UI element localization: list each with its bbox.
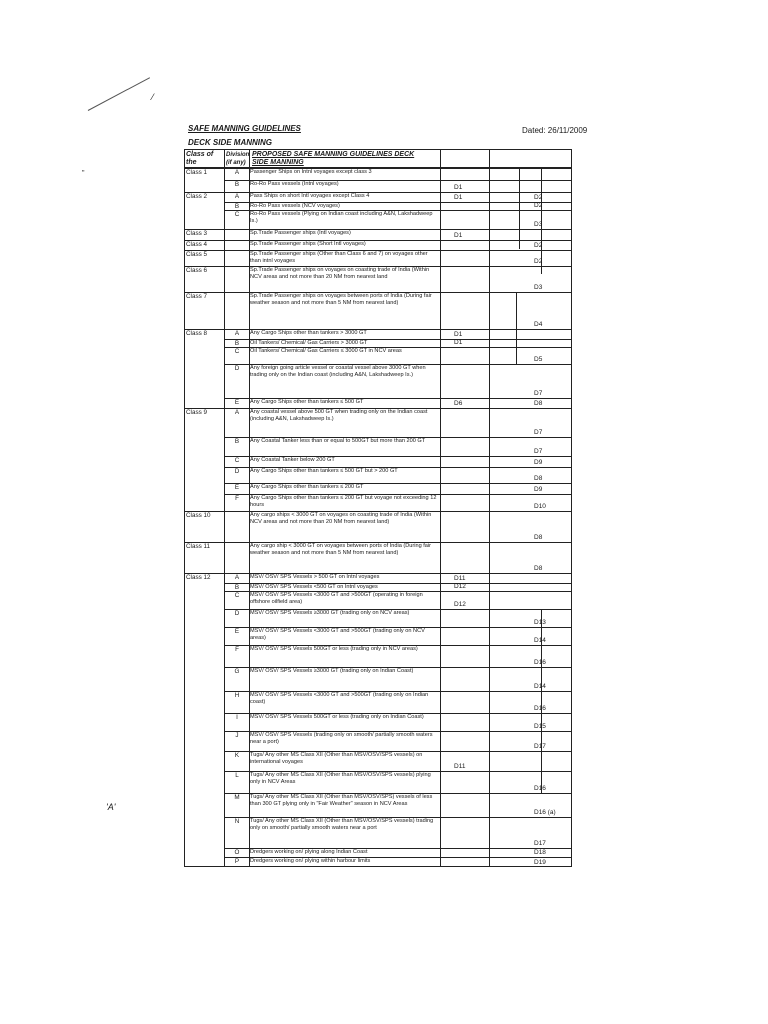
manning-code: D16 (a): [534, 809, 556, 816]
division-cell: D: [234, 365, 240, 372]
description-cell: Tugs/ Any other MS Class XII (Other than MSV/OSV/SPS vessels) on international voyages: [250, 752, 423, 766]
description-cell: MSV/ OSV/ SPS Vessels <3000 GT and >500GT (trading only on NCV areas): [250, 628, 425, 642]
description-cell: MSV/ OSV/ SPS Vessels <3000 GT and >500GT (trading only on Indian coast): [250, 692, 429, 706]
description-cell: Tugs/ Any other MS Class XII (Other than MSV/OSV/SPS vessels) plying only in NCV Areas: [250, 772, 431, 786]
class-cell: Class 1: [186, 169, 207, 176]
manning-code: D4: [534, 321, 543, 328]
description-cell: MSV/ OSV/ SPS Vessels ≥3000 GT (trading only on NCV areas): [250, 610, 410, 616]
description-cell: Any foreign going article vessel or coastal vessel above 3000 GT when trading only on the Indian coast (including A&N, Lakshadweep Is.): [250, 365, 426, 379]
description-cell: Any Cargo Ships other than tankers ≤ 500 GT but > 200 GT: [250, 468, 398, 474]
manning-code: D11: [454, 763, 466, 770]
manning-code: D1: [454, 331, 463, 338]
description-cell: Any Coastal Tanker below 200 GT: [250, 457, 335, 463]
pen-stroke: [88, 77, 150, 111]
class-cell: Class 10: [186, 512, 211, 519]
manning-code: D1: [454, 339, 463, 346]
division-cell: B: [234, 340, 240, 347]
description-cell: Tugs/ Any other MS Class XII (Other than MSV/OSV/SPS) vessels of less than 300 GT plying only in "Fair Weather" season in NCV Areas: [250, 794, 433, 808]
description-cell: Any cargo ship < 3000 GT on voyages between ports of India (During fair weather season and not more than 5 NM from nearest land): [250, 543, 432, 557]
margin-mark-bottom: 'A': [106, 802, 116, 812]
description-cell: Dredgers working on/ plying within harbour limits: [250, 858, 371, 864]
class-cell: Class 2: [186, 193, 207, 200]
division-cell: G: [234, 668, 240, 675]
division-cell: F: [235, 646, 239, 653]
manning-code: D7: [534, 448, 543, 455]
division-cell: H: [234, 692, 240, 699]
description-cell: Passenger Ships on Intnl voyages except class 3: [250, 169, 372, 175]
division-cell: M: [234, 794, 240, 801]
description-cell: Tugs/ Any other MS Class XII (Other than MSV/OSV/SPS vessels) trading only on smooth/ partially smooth waters near a port: [250, 818, 434, 832]
manning-code: D1: [454, 232, 463, 239]
division-cell: A: [234, 574, 240, 581]
division-cell: I: [236, 714, 238, 721]
division-cell: C: [234, 592, 240, 599]
manning-code: D14: [534, 637, 546, 644]
header-division: Division (if any): [226, 152, 250, 166]
division-cell: A: [234, 169, 240, 176]
division-cell: P: [234, 858, 240, 865]
division-cell: F: [235, 495, 239, 502]
description-cell: MSV/ OSV/ SPS Vessels > 500 GT on Intnl voyages: [250, 574, 380, 580]
manning-code: D8: [534, 400, 543, 407]
manning-code: D14: [534, 683, 546, 690]
manning-code: D7: [534, 429, 543, 436]
manning-code: D12: [454, 583, 466, 590]
manning-code: D8: [534, 534, 543, 541]
manning-code: D9: [534, 486, 543, 493]
class-cell: Class 9: [186, 409, 207, 416]
manning-code: D8: [534, 565, 543, 572]
class-cell: Class 12: [186, 574, 211, 581]
description-cell: MSV/ OSV/ SPS Vessels ≥3000 GT (trading only on Indian Coast): [250, 668, 414, 674]
manning-code: D12: [454, 601, 466, 608]
manning-code: D16: [534, 659, 546, 666]
division-cell: E: [234, 628, 240, 635]
manning-code: D9: [534, 459, 543, 466]
manning-code: D16: [534, 785, 546, 792]
description-cell: Oil Tankers/ Chemical/ Gas Carriers > 3000 GT: [250, 340, 368, 346]
description-cell: Sp.Trade Passenger ships on voyages on coasting trade of India (Within NCV areas and not more than 20 NM from nearest land: [250, 267, 430, 281]
pen-tick: ⁄: [152, 92, 154, 102]
description-cell: Any Cargo Ships other than tankers ≤ 500 GT: [250, 399, 364, 405]
division-cell: A: [234, 330, 240, 337]
description-cell: Any cargo ships < 3000 GT on voyages on coasting trade of India (Within NCV areas and not more than 20 NM from nearest land): [250, 512, 432, 526]
header-class: Class of the: [186, 151, 214, 166]
description-cell: Sp.Trade Passenger ships (Other than Class 6 and 7) on voyages other than intnl voyages: [250, 251, 428, 265]
date-label: Dated: 26/11/2009: [522, 126, 588, 135]
manning-code: D2: [534, 242, 543, 249]
manning-code: D3: [534, 284, 543, 291]
division-cell: B: [234, 584, 240, 591]
division-cell: J: [235, 732, 239, 739]
manning-code: D3: [534, 221, 543, 228]
division-cell: E: [234, 399, 240, 406]
division-cell: B: [234, 181, 240, 188]
manning-code: D15: [534, 723, 546, 730]
manning-code: D13: [534, 619, 546, 626]
grid-divider: [516, 292, 517, 364]
division-cell: D: [234, 468, 240, 475]
manning-code: D5: [534, 356, 543, 363]
manning-code: D7: [534, 390, 543, 397]
description-cell: MSV/ OSV/ SPS Vessels <3000 GT and >500GT (operating in foreign offshore oilfield area): [250, 592, 423, 606]
division-cell: A: [234, 409, 240, 416]
column-divider: [489, 149, 490, 867]
class-cell: Class 7: [186, 293, 207, 300]
column-divider: [224, 149, 225, 867]
class-cell: Class 4: [186, 241, 207, 248]
division-cell: K: [234, 752, 240, 759]
division-cell: L: [235, 772, 239, 779]
manning-code: D1: [454, 194, 463, 201]
manning-code: D16: [534, 705, 546, 712]
division-cell: C: [234, 457, 240, 464]
manning-code: D6: [454, 400, 463, 407]
description-cell: MSV/ OSV/ SPS Vessels 500GT or less (trading only on Indian Coast): [250, 714, 424, 720]
class-cell: Class 6: [186, 267, 207, 274]
division-cell: C: [234, 211, 240, 218]
manning-code: D2: [534, 258, 543, 265]
manning-code: D2: [534, 194, 543, 201]
division-cell: B: [234, 438, 240, 445]
class-cell: Class 8: [186, 330, 207, 337]
class-cell: Class 5: [186, 251, 207, 258]
manning-code: D10: [534, 503, 546, 510]
description-cell: Ro-Ro Pass vessels (Plying on Indian coast including A&N, Lakshadweep Is.): [250, 211, 433, 225]
manning-code: D1: [454, 184, 463, 191]
description-cell: Any Cargo Ships other than tankers > 3000 GT: [250, 330, 367, 336]
description-cell: Sp.Trade Passenger ships (Short Intl voyages): [250, 241, 366, 247]
manning-code: D17: [534, 743, 546, 750]
document-title: SAFE MANNING GUIDELINES: [188, 124, 301, 133]
description-cell: Any coastal vessel above 500 GT when trading only on the Indian coast (including A&N, Lakshadweep Is.): [250, 409, 428, 423]
class-cell: Class 3: [186, 230, 207, 237]
document-subtitle: DECK SIDE MANNING: [188, 138, 273, 147]
description-cell: Sp.Trade Passenger ships on voyages between ports of India (During fair weather season and not more than 5 NM from nearest land): [250, 293, 432, 307]
manning-code: D17: [534, 840, 546, 847]
division-cell: C: [234, 348, 240, 355]
manning-code: D18: [534, 849, 546, 856]
manning-table: [184, 149, 572, 867]
description-cell: Ro-Ro Pass vessels (Intnl voyages): [250, 181, 339, 187]
division-cell: N: [234, 818, 240, 825]
division-cell: B: [234, 203, 240, 210]
description-cell: Dredgers working on/ plying along Indian Coast: [250, 849, 368, 855]
manning-code: D19: [534, 859, 546, 866]
description-cell: Any Coastal Tanker less than or equal to 500GT but more than 200 GT: [250, 438, 426, 444]
description-cell: Sp.Trade Passenger ships (Intl voyages): [250, 230, 351, 236]
description-cell: MSV/ OSV/ SPS Vessels 500GT or less (trading only in NCV areas): [250, 646, 418, 652]
manning-code: D2: [534, 202, 543, 209]
description-cell: Oil Tankers/ Chemical/ Gas Carriers ≤ 3000 GT in NCV areas: [250, 348, 402, 354]
division-cell: D: [234, 610, 240, 617]
manning-code: D8: [534, 475, 543, 482]
description-cell: MSV/ OSV/ SPS Vessels (trading only on smooth/ partially smooth waters near a port): [250, 732, 433, 746]
description-cell: Ro-Ro Pass vessels (NCV voyages): [250, 203, 340, 209]
division-cell: A: [234, 193, 240, 200]
column-divider: [440, 149, 441, 867]
description-cell: Any Cargo Ships other than tankers ≤ 200 GT but voyage not exceeding 12 hours: [250, 495, 437, 509]
division-cell: E: [234, 484, 240, 491]
class-cell: Class 11: [186, 543, 211, 550]
division-cell: O: [234, 849, 240, 856]
manning-code: D11: [454, 575, 466, 582]
header-proposed: PROPOSED SAFE MANNING GUIDELINES DECK SIDE MANNING: [252, 151, 415, 166]
margin-mark-top: ": [82, 170, 85, 177]
description-cell: MSV/ OSV/ SPS Vessels <500 GT on Intnl voyages: [250, 584, 378, 590]
description-cell: Pass Ships on short Intl voyages except Class 4: [250, 193, 370, 199]
description-cell: Any Cargo Ships other than tankers ≤ 200 GT: [250, 484, 364, 490]
